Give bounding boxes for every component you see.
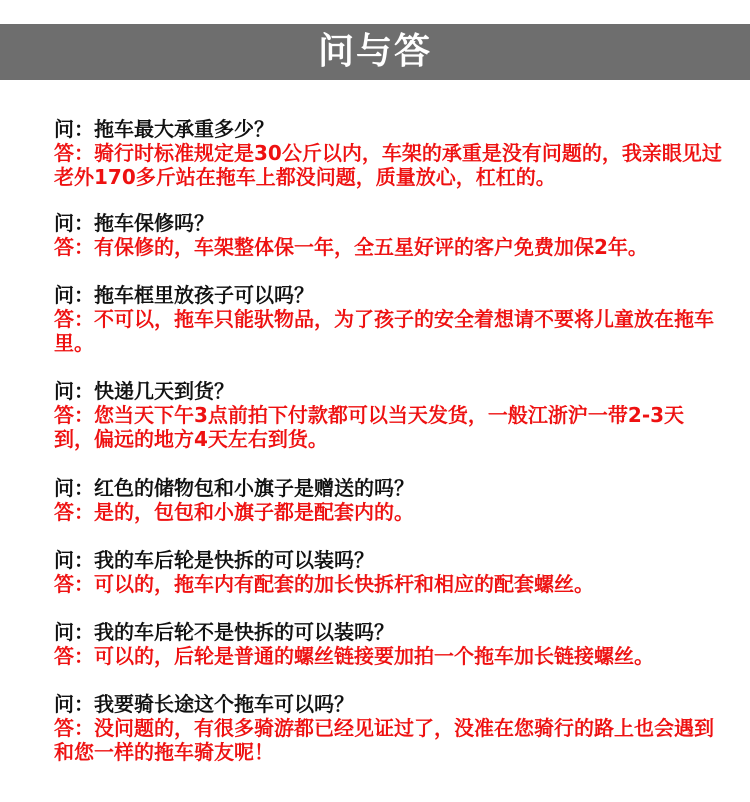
qa-item-long-distance <box>54 692 724 764</box>
qa-item-quick-release <box>54 548 594 596</box>
qa-item-non-quick-release <box>54 620 654 668</box>
qa-item-gifts <box>54 476 414 524</box>
page-title: 问与答 <box>0 24 750 80</box>
answer-text: 答：是的，包包和小旗子都是配套内的。 <box>54 500 414 524</box>
question-text: 问：我要骑长途这个拖车可以吗？ <box>54 692 354 716</box>
question-text: 问：拖车框里放孩子可以吗？ <box>54 283 314 307</box>
question-text: 问：我的车后轮是快拆的可以装吗？ <box>54 548 374 572</box>
qa-item-delivery <box>54 379 724 451</box>
question-text: 问：快递几天到货？ <box>54 379 234 403</box>
answer-text: 答：可以的，后轮是普通的螺丝链接要加拍一个拖车加长链接螺丝。 <box>54 644 654 668</box>
question-text: 问：我的车后轮不是快拆的可以装吗？ <box>54 620 394 644</box>
answer-text: 答：可以的，拖车内有配套的加长快拆杆和相应的配套螺丝。 <box>54 572 594 596</box>
question-text: 问：拖车保修吗？ <box>54 211 214 235</box>
question-text: 问：拖车最大承重多少？ <box>54 117 274 141</box>
question-text: 问：红色的储物包和小旗子是赠送的吗？ <box>54 476 414 500</box>
qa-item-warranty <box>54 211 648 259</box>
answer-text: 答：骑行时标准规定是30公斤以内，车架的承重是没有问题的，我亲眼见过老外170多斤站在拖车上都没问题，质量放心，杠杠的。 <box>54 141 722 189</box>
qa-item-children <box>54 283 724 355</box>
answer-text: 答：有保修的，车架整体保一年，全五星好评的客户免费加保2年。 <box>54 235 648 259</box>
qa-item-load-capacity <box>54 117 724 189</box>
answer-text: 答：没问题的，有很多骑游都已经见证过了，没准在您骑行的路上也会遇到和您一样的拖车骑友呢！ <box>54 716 714 764</box>
answer-text: 答：您当天下午3点前拍下付款都可以当天发货，一般江浙沪一带2-3天到，偏远的地方4天左右到货。 <box>54 403 685 451</box>
answer-text: 答：不可以，拖车只能驮物品，为了孩子的安全着想请不要将儿童放在拖车里。 <box>54 307 714 355</box>
